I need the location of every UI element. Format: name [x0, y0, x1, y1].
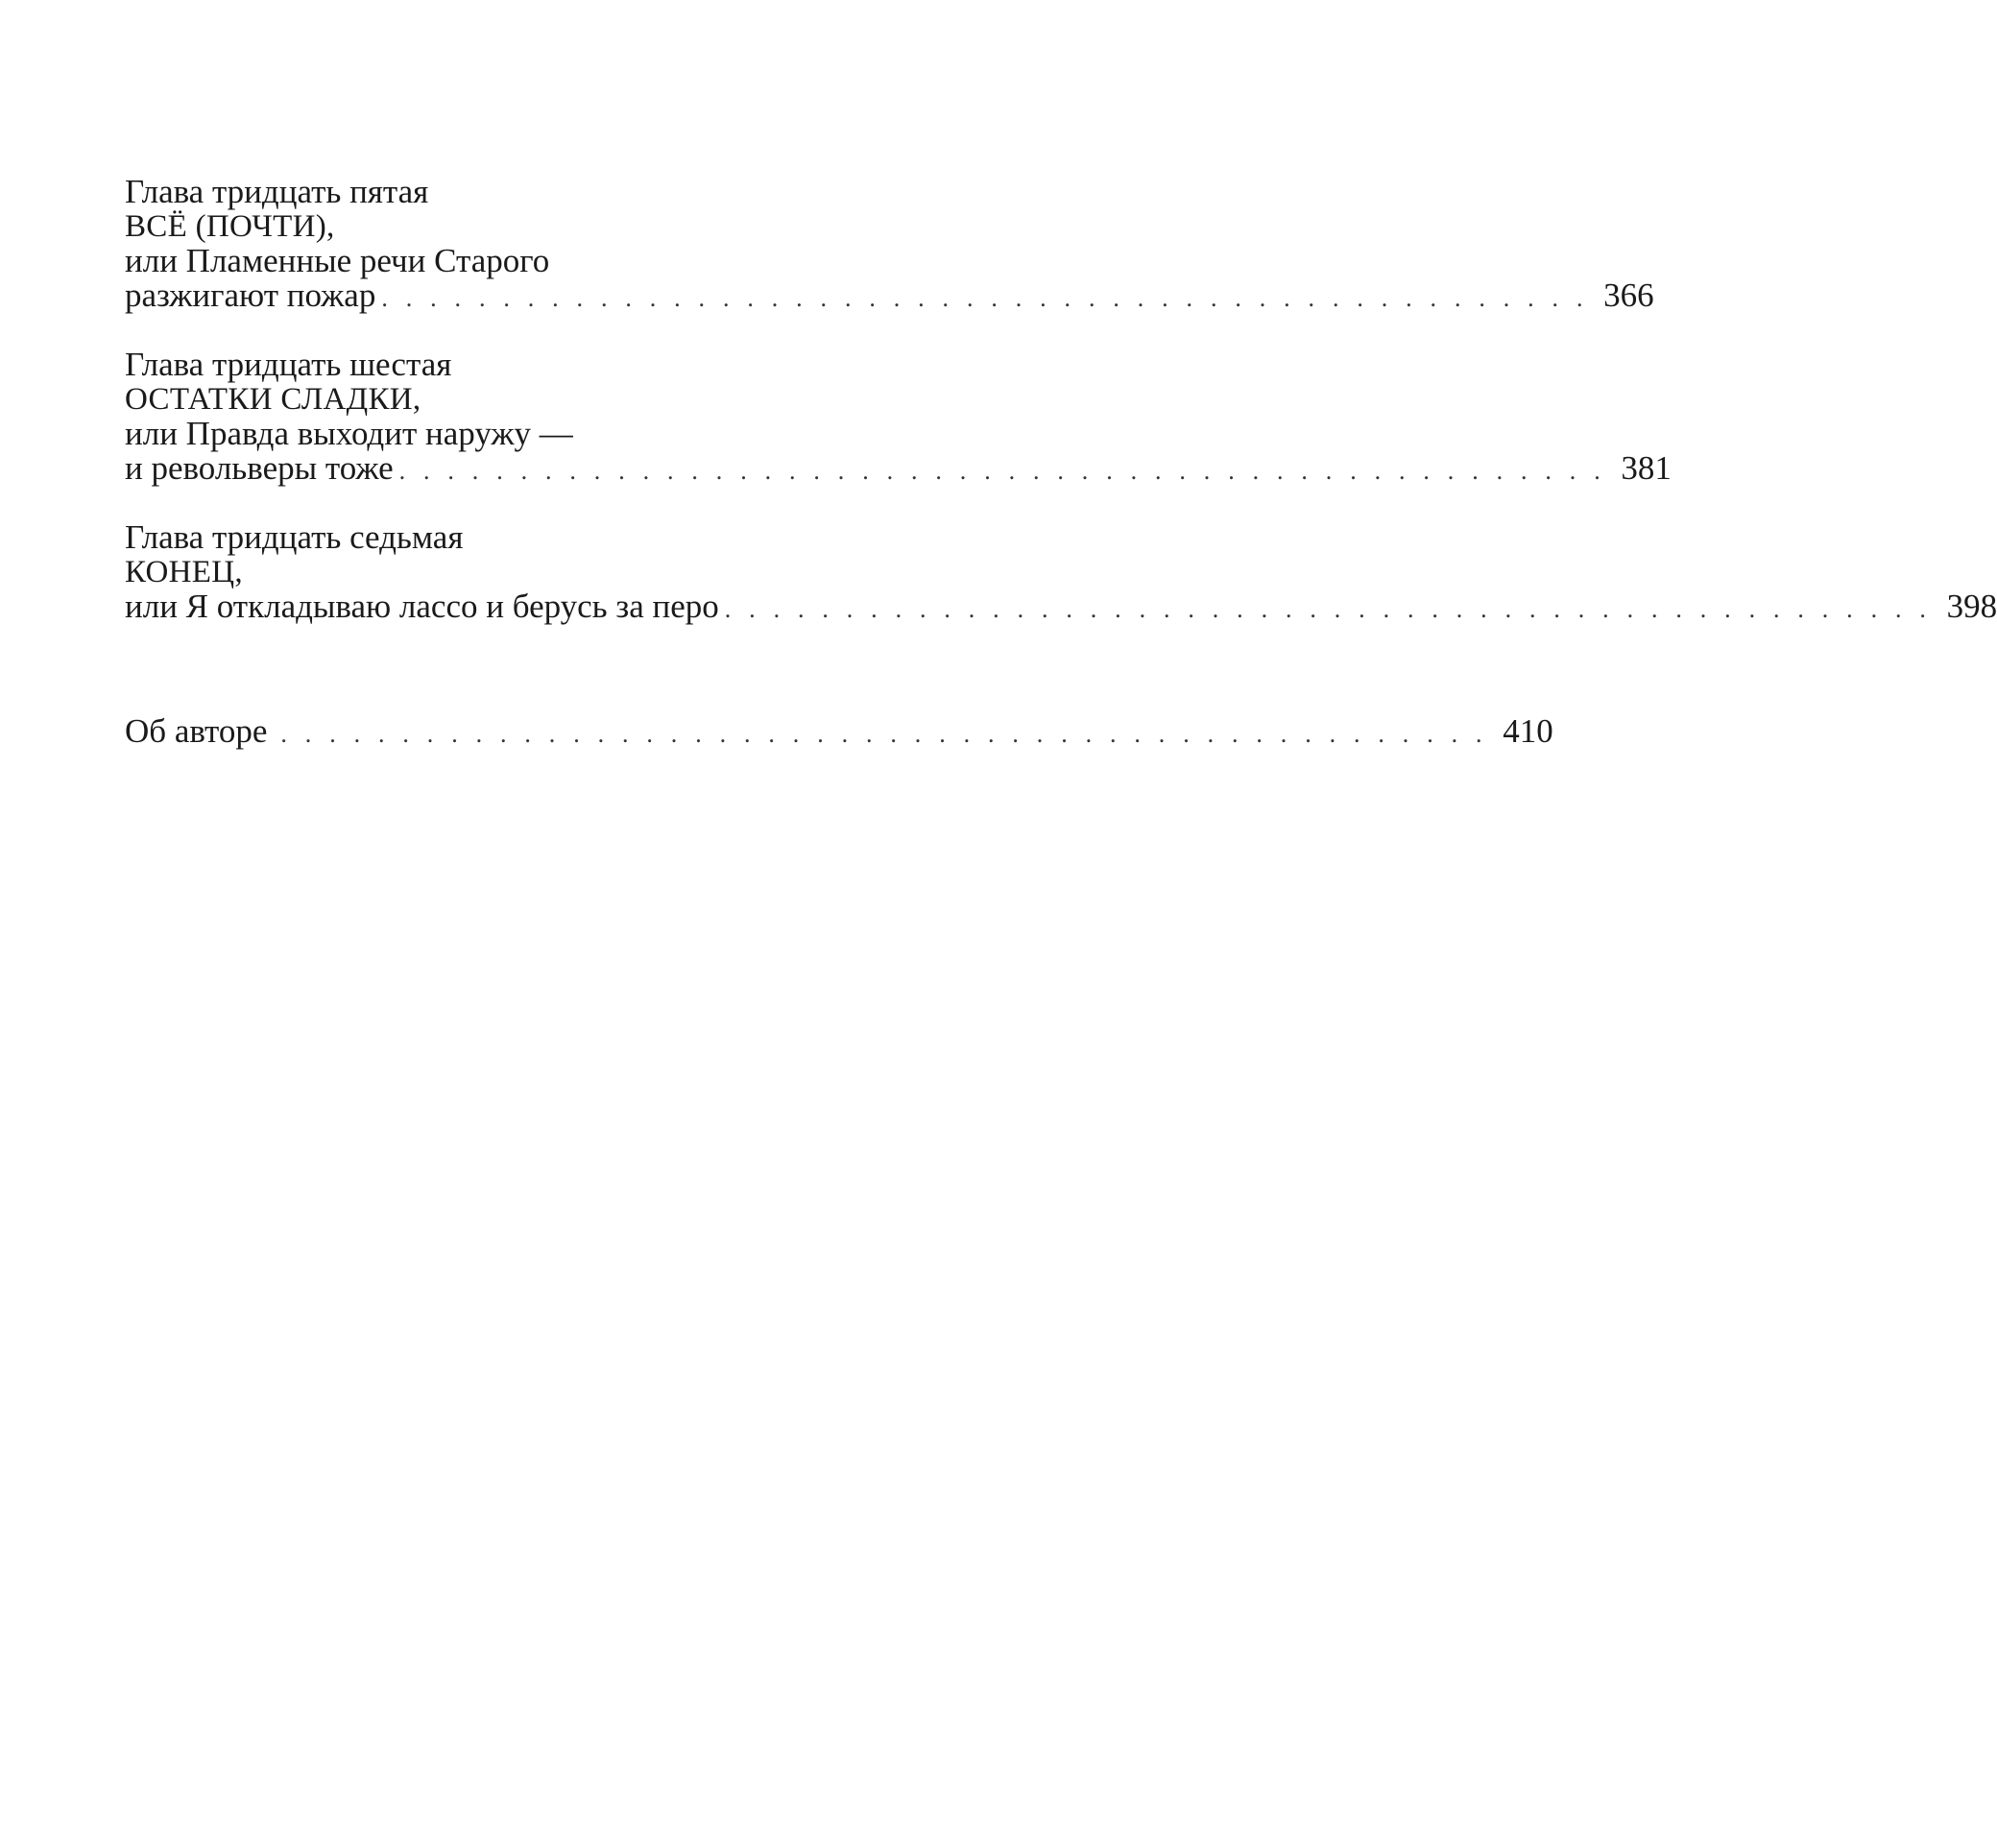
toc-entry-chapter-37 [125, 518, 1997, 625]
toc-line-with-page[interactable] [125, 588, 1997, 625]
chapter-subtitle-end: или Я откладываю лассо и берусь за перо [125, 588, 719, 625]
dot-leader: . . . . . . . . . . . . . . . . . . . . . . . . . . . . . . . . . . . . . . . . . . . . . . . . . . [280, 720, 1488, 748]
chapter-title: КОНЕЦ, [125, 555, 243, 589]
toc-entry-chapter-36 [125, 346, 1672, 487]
toc-line-with-page[interactable] [125, 712, 1553, 750]
toc-line-with-page[interactable] [125, 449, 1672, 487]
dot-leader: . . . . . . . . . . . . . . . . . . . . . . . . . . . . . . . . . . . . . . . . . . . . . . . . . . [724, 595, 1933, 623]
toc-entry-about-author [125, 712, 1553, 750]
chapter-label: Глава тридцать пятая [125, 173, 429, 210]
chapter-title: ВСЁ (ПОЧТИ), [125, 209, 335, 244]
page-number: 410 [1503, 712, 1553, 750]
chapter-subtitle: или Пламенные речи Старого [125, 242, 550, 279]
dot-leader: . . . . . . . . . . . . . . . . . . . . . . . . . . . . . . . . . . . . . . . . . . . . . . . . . . [398, 457, 1606, 485]
toc-entry-chapter-35 [125, 173, 1654, 314]
dot-leader: . . . . . . . . . . . . . . . . . . . . . . . . . . . . . . . . . . . . . . . . . . . . . . . . . . [381, 284, 1589, 312]
chapter-title: ОСТАТКИ СЛАДКИ, [125, 382, 421, 417]
chapter-subtitle-end: разжигают пожар [125, 276, 376, 314]
page-number: 398 [1946, 588, 1997, 625]
page-number: 366 [1603, 276, 1654, 314]
chapter-subtitle-end: и револьверы тоже [125, 449, 394, 487]
chapter-label: Глава тридцать шестая [125, 346, 452, 383]
about-author-label: Об авторе [125, 712, 268, 750]
toc-line-with-page[interactable] [125, 276, 1654, 314]
chapter-subtitle: или Правда выходит наружу — [125, 415, 573, 452]
page-number: 381 [1621, 449, 1672, 487]
chapter-label: Глава тридцать седьмая [125, 518, 464, 556]
